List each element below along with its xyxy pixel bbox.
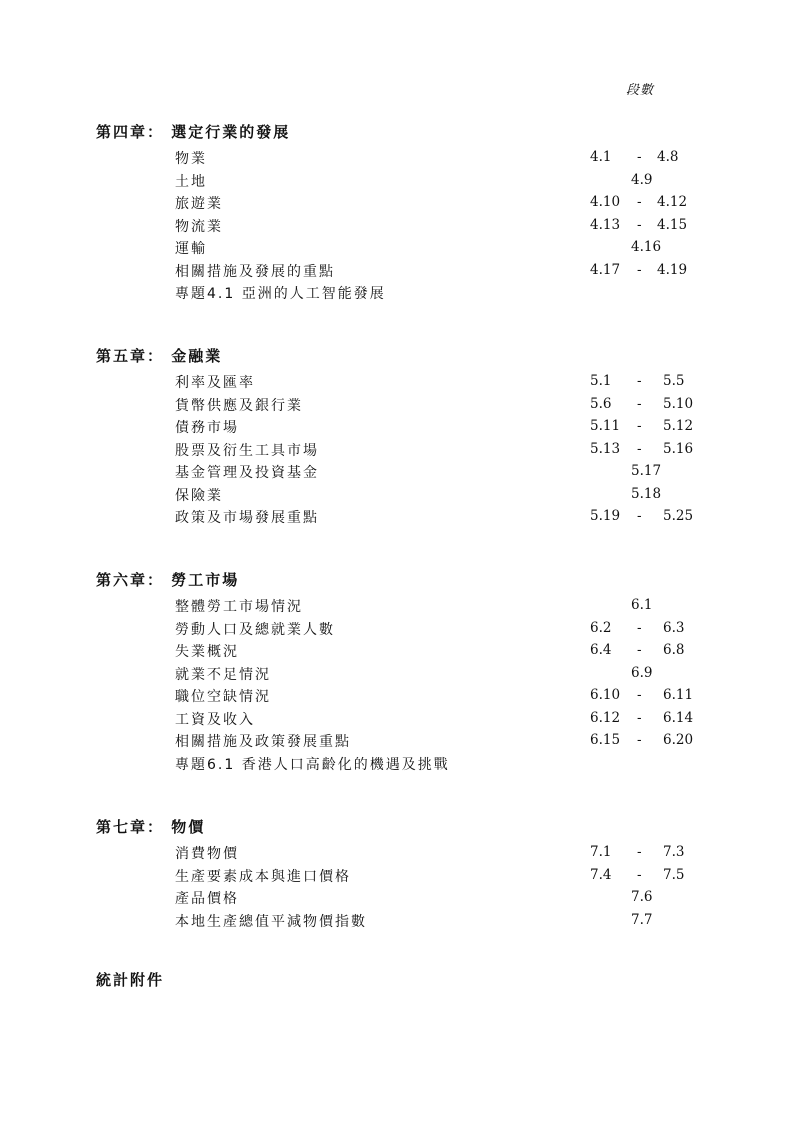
paragraph-range-dash: - bbox=[637, 732, 642, 748]
paragraph-range-dash: - bbox=[637, 373, 642, 389]
paragraph-end: 7.3 bbox=[663, 844, 685, 860]
toc-entry bbox=[0, 193, 794, 216]
entry-label: 相關措施及發展的重點 bbox=[175, 263, 335, 280]
entry-label: 消費物價 bbox=[175, 846, 239, 862]
paragraph-end: 6.14 bbox=[663, 709, 694, 726]
entry-label: 本地生產總值平減物價指數 bbox=[175, 913, 367, 930]
toc-entry bbox=[0, 596, 794, 619]
toc-entry bbox=[0, 507, 794, 530]
paragraph-start: 5.13 bbox=[590, 440, 621, 457]
toc-entry bbox=[0, 395, 794, 418]
toc-entry bbox=[0, 641, 794, 664]
entry-list bbox=[0, 148, 794, 306]
paragraph-start: 4.1 bbox=[590, 149, 612, 165]
paragraph-single: 7.6 bbox=[631, 889, 653, 905]
paragraph-range-dash: - bbox=[637, 709, 642, 726]
entry-label: 旅遊業 bbox=[175, 196, 223, 212]
paragraph-single: 4.16 bbox=[631, 239, 662, 255]
toc-entry bbox=[0, 686, 794, 709]
toc-entry bbox=[0, 261, 794, 284]
entry-list bbox=[0, 596, 794, 776]
toc-entry bbox=[0, 216, 794, 239]
paragraph-range-dash: - bbox=[637, 508, 642, 524]
toc-entry bbox=[0, 709, 794, 732]
entry-label: 土地 bbox=[175, 173, 207, 190]
entry-label: 利率及匯率 bbox=[175, 375, 255, 391]
toc-entry bbox=[0, 619, 794, 642]
entry-label: 保險業 bbox=[175, 487, 223, 504]
entry-label: 工資及收入 bbox=[175, 711, 255, 728]
paragraph-end: 5.25 bbox=[663, 508, 694, 524]
paragraph-start: 4.17 bbox=[590, 261, 621, 278]
paragraph-single: 6.1 bbox=[631, 597, 653, 613]
paragraph-single: 7.7 bbox=[631, 911, 653, 928]
chapter-title: 第五章： 金融業 bbox=[96, 347, 223, 365]
paragraph-range-dash: - bbox=[637, 844, 642, 860]
paragraph-end: 4.19 bbox=[657, 261, 688, 278]
entry-label: 物流業 bbox=[175, 218, 223, 235]
entry-label: 勞動人口及總就業人數 bbox=[175, 621, 335, 638]
paragraph-end: 7.5 bbox=[663, 866, 685, 883]
paragraph-range-dash: - bbox=[637, 216, 642, 233]
paragraph-range-dash: - bbox=[637, 440, 642, 457]
paragraph-single: 5.18 bbox=[631, 485, 662, 502]
entry-label: 債務市場 bbox=[175, 420, 239, 436]
entry-label: 就業不足情況 bbox=[175, 666, 271, 683]
toc-entry bbox=[0, 911, 794, 934]
toc-entry bbox=[0, 462, 794, 485]
paragraph-range-dash: - bbox=[637, 642, 642, 658]
entry-label: 相關措施及政策發展重點 bbox=[175, 734, 351, 750]
paragraph-start: 5.19 bbox=[590, 508, 621, 524]
paragraph-start: 7.1 bbox=[590, 844, 612, 860]
entry-label: 基金管理及投資基金 bbox=[175, 465, 319, 481]
paragraph-end: 4.12 bbox=[657, 194, 688, 210]
paragraph-range-dash: - bbox=[637, 261, 642, 278]
entry-label: 專題4.1 亞洲的人工智能發展 bbox=[175, 286, 386, 302]
entry-label: 物業 bbox=[175, 151, 207, 167]
appendix-heading: 統計附件 bbox=[96, 971, 165, 989]
toc-entry bbox=[0, 664, 794, 687]
toc-entry bbox=[0, 372, 794, 395]
entry-label: 貨幣供應及銀行業 bbox=[175, 397, 303, 414]
paragraph-range-dash: - bbox=[637, 149, 642, 165]
entry-label: 產品價格 bbox=[175, 891, 239, 907]
toc-entry bbox=[0, 731, 794, 754]
toc-entry bbox=[0, 417, 794, 440]
chapter-title: 第七章： 物價 bbox=[96, 818, 206, 836]
entry-list bbox=[0, 843, 794, 933]
paragraph-start: 5.6 bbox=[590, 395, 612, 412]
toc-entry bbox=[0, 754, 794, 777]
paragraph-end: 5.5 bbox=[663, 373, 685, 389]
paragraph-range-dash: - bbox=[637, 619, 642, 636]
entry-label: 整體勞工市場情況 bbox=[175, 599, 303, 615]
paragraph-range-dash: - bbox=[637, 395, 642, 412]
paragraph-column-header: 段數 bbox=[626, 83, 655, 98]
toc-entry bbox=[0, 171, 794, 194]
toc-entry bbox=[0, 440, 794, 463]
entry-label: 專題6.1 香港人口高齡化的機遇及挑戰 bbox=[175, 756, 450, 773]
toc-entry bbox=[0, 843, 794, 866]
paragraph-end: 5.12 bbox=[663, 418, 694, 434]
entry-label: 失業概況 bbox=[175, 644, 239, 660]
paragraph-range-dash: - bbox=[637, 687, 642, 703]
paragraph-end: 6.20 bbox=[663, 732, 694, 748]
toc-entry bbox=[0, 238, 794, 261]
paragraph-range-dash: - bbox=[637, 194, 642, 210]
entry-label: 生產要素成本與進口價格 bbox=[175, 868, 351, 885]
entry-label: 股票及衍生工具市場 bbox=[175, 442, 319, 459]
paragraph-start: 6.2 bbox=[590, 619, 612, 636]
toc-entry bbox=[0, 485, 794, 508]
chapter-title: 第六章： 勞工市場 bbox=[96, 571, 240, 589]
entry-label: 運輸 bbox=[175, 241, 207, 257]
paragraph-range-dash: - bbox=[637, 418, 642, 434]
toc-entry bbox=[0, 888, 794, 911]
paragraph-end: 5.16 bbox=[663, 440, 694, 457]
paragraph-range-dash: - bbox=[637, 866, 642, 883]
paragraph-single: 4.9 bbox=[631, 171, 653, 188]
paragraph-start: 7.4 bbox=[590, 866, 612, 883]
paragraph-start: 5.11 bbox=[590, 418, 621, 434]
paragraph-single: 6.9 bbox=[631, 664, 653, 681]
toc-entry bbox=[0, 283, 794, 306]
paragraph-end: 5.10 bbox=[663, 395, 694, 412]
paragraph-start: 6.12 bbox=[590, 709, 621, 726]
paragraph-start: 6.15 bbox=[590, 732, 621, 748]
paragraph-end: 6.11 bbox=[663, 687, 694, 703]
entry-list bbox=[0, 372, 794, 530]
paragraph-start: 4.13 bbox=[590, 216, 621, 233]
paragraph-start: 5.1 bbox=[590, 373, 612, 389]
paragraph-start: 4.10 bbox=[590, 194, 621, 210]
paragraph-end: 6.8 bbox=[663, 642, 685, 658]
toc-entry bbox=[0, 148, 794, 171]
toc-entry bbox=[0, 866, 794, 889]
entry-label: 職位空缺情況 bbox=[175, 689, 271, 705]
paragraph-end: 4.15 bbox=[657, 216, 688, 233]
paragraph-start: 6.4 bbox=[590, 642, 612, 658]
chapter-title: 第四章： 選定行業的發展 bbox=[96, 123, 291, 141]
entry-label: 政策及市場發展重點 bbox=[175, 510, 319, 526]
paragraph-end: 4.8 bbox=[657, 149, 679, 165]
paragraph-start: 6.10 bbox=[590, 687, 621, 703]
paragraph-end: 6.3 bbox=[663, 619, 685, 636]
paragraph-single: 5.17 bbox=[631, 463, 662, 479]
